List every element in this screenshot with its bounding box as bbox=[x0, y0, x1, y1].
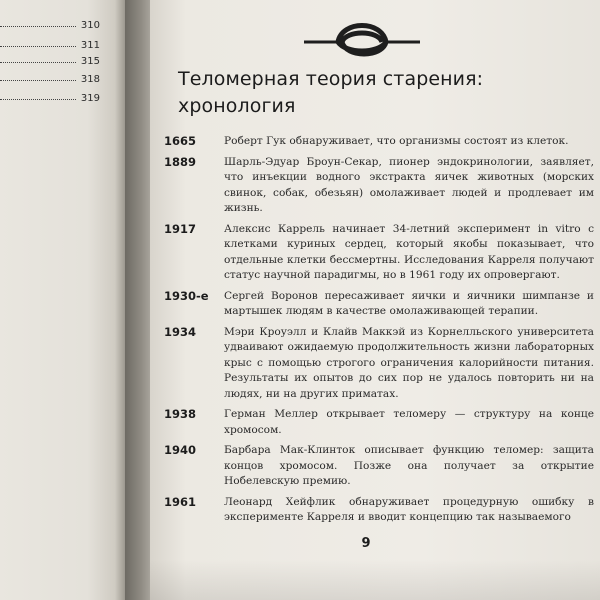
knot-ornament-icon bbox=[302, 14, 422, 60]
entry-text: Барбара Мак-Клинток описывает функцию теломер: защита концов хромосом. Позже она получает за открытие Нобелевскую премию. bbox=[224, 444, 594, 487]
timeline bbox=[164, 134, 594, 531]
entry-text: Герман Меллер открывает теломеру — структуру на конце хромосом. bbox=[224, 408, 594, 436]
timeline-entry bbox=[164, 407, 594, 438]
toc-row bbox=[0, 56, 100, 72]
entry-text: Шарль-Эдуар Броун-Секар, пионер эндокринологии, заявляет, что инъекции водного экстракта яичек животных (морских свинок, собак, обезьян) омолаживает людей и продлевает им жизнь. bbox=[224, 155, 594, 214]
toc-row bbox=[0, 74, 100, 90]
entry-year: 1930-е bbox=[164, 288, 209, 303]
toc-row bbox=[0, 93, 100, 109]
toc-page-number: 319 bbox=[80, 93, 100, 104]
entry-year: 1961 bbox=[164, 494, 197, 509]
toc-row bbox=[0, 40, 100, 56]
entry-year: 1940 bbox=[164, 443, 197, 457]
timeline-entry bbox=[164, 325, 594, 403]
entry-year: 1665 bbox=[164, 134, 197, 148]
toc-leader-dots bbox=[0, 62, 76, 63]
toc-leader-dots bbox=[0, 26, 76, 27]
entry-text: Мэри Кроуэлл и Клайв Маккэй из Корнелльского университета удваивают ожидаемую продолжительность жизни лабораторных крыс с помощью строгого ограничения калорийности питания. Результаты их опытов до сих пор не удалось повторить ни на людях, ни на других приматах. bbox=[224, 325, 594, 400]
entry-year: 1934 bbox=[164, 324, 197, 339]
toc-row bbox=[0, 20, 100, 36]
entry-text: Роберт Гук обнаруживает, что организмы состоят из клеток. bbox=[224, 135, 569, 147]
toc-page-number: 311 bbox=[80, 40, 100, 51]
timeline-entry bbox=[164, 495, 594, 526]
toc-leader-dots bbox=[0, 99, 76, 100]
entry-text: Сергей Воронов пересаживает яички и яичники шимпанзе и мартышек людям в качестве омолаживающей терапии. bbox=[224, 289, 594, 317]
entry-text: Леонард Хейфлик обнаруживает процедурную ошибку в эксперименте Карреля и вводит концепцию так называемого bbox=[224, 495, 594, 523]
toc-leader-dots bbox=[0, 46, 76, 47]
timeline-entry bbox=[164, 222, 594, 284]
toc-leader-dots bbox=[0, 80, 76, 81]
timeline-entry bbox=[164, 443, 594, 490]
page-number: 9 bbox=[361, 536, 371, 551]
toc-page-number: 310 bbox=[80, 20, 100, 31]
timeline-entry bbox=[164, 155, 594, 217]
entry-text: Алексис Каррель начинает 34-летний эксперимент in vitro с клетками куриных сердец, который якобы показывает, что отдельные клетки бессмертны. Исследования Карреля получают статус научной парадигмы, но в 1961 году их опровергают. bbox=[224, 222, 594, 281]
toc-page-number: 318 bbox=[80, 74, 100, 85]
previous-page bbox=[0, 0, 125, 600]
entry-year: 1917 bbox=[164, 221, 197, 236]
chapter-title: Теломерная теория старения: хронология bbox=[178, 68, 484, 117]
timeline-entry bbox=[164, 134, 594, 150]
entry-year: 1889 bbox=[164, 154, 197, 169]
toc-page-number: 315 bbox=[80, 56, 100, 67]
timeline-entry bbox=[164, 289, 594, 320]
entry-year: 1938 bbox=[164, 407, 197, 421]
